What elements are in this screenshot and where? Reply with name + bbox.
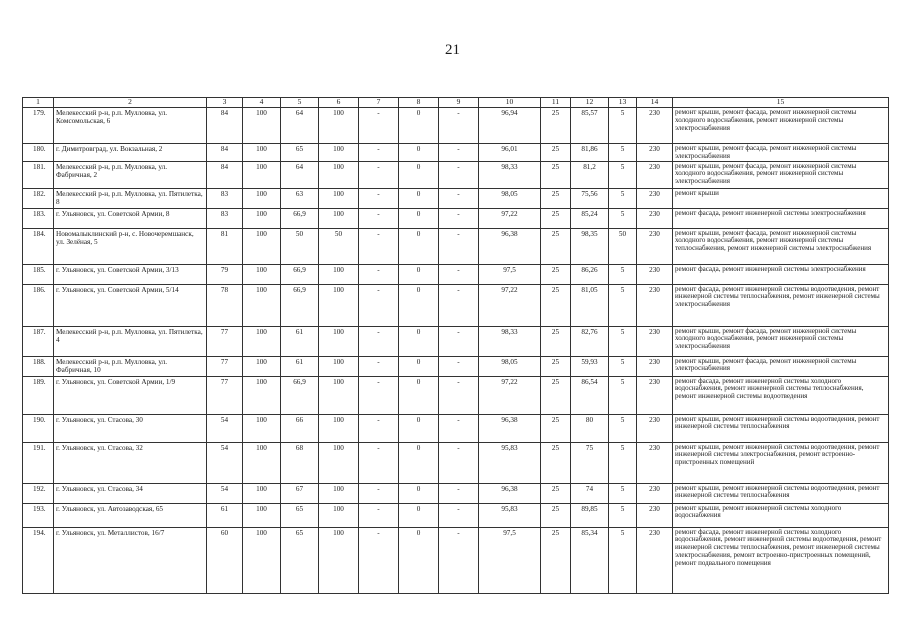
value-cell: 230: [637, 228, 673, 264]
works-cell: ремонт крыши, ремонт инженерной системы водоотведения, ремонт инженерной системы теплоснабжения: [673, 414, 889, 442]
value-cell: -: [359, 503, 399, 527]
header-cell: 7: [359, 98, 399, 108]
table-row: [23, 326, 889, 356]
value-cell: 96,38: [479, 414, 541, 442]
value-cell: 100: [243, 208, 281, 228]
value-cell: 100: [319, 527, 359, 593]
value-cell: -: [359, 483, 399, 503]
address-cell: г. Ульяновск, ул. Стасова, 32: [54, 442, 207, 483]
value-cell: 82,76: [571, 326, 609, 356]
value-cell: 80: [571, 414, 609, 442]
value-cell: 25: [541, 228, 571, 264]
header-cell: 2: [54, 98, 207, 108]
value-cell: -: [359, 208, 399, 228]
value-cell: -: [359, 326, 399, 356]
value-cell: 83: [207, 208, 243, 228]
works-cell: ремонт крыши, ремонт фасада, ремонт инженерной системы холодного водоснабжения, ремонт инженерной системы электроснабжения: [673, 326, 889, 356]
value-cell: 85,57: [571, 108, 609, 144]
value-cell: 84: [207, 108, 243, 144]
value-cell: 0: [399, 108, 439, 144]
value-cell: -: [359, 284, 399, 326]
works-cell: ремонт фасада, ремонт инженерной системы холодного водоснабжения, ремонт инженерной системы водоотведения, ремонт инженерной системы теплоснабжения, ремонт инженерной системы электроснабжения, ремонт встроенно-пристроенных помещений, ремонт подвального помещения: [673, 527, 889, 593]
value-cell: 95,83: [479, 503, 541, 527]
value-cell: 81,05: [571, 284, 609, 326]
value-cell: 59,93: [571, 356, 609, 376]
value-cell: 75: [571, 442, 609, 483]
address-cell: г. Ульяновск, ул. Стасова, 34: [54, 483, 207, 503]
value-cell: 60: [207, 527, 243, 593]
value-cell: 85,34: [571, 527, 609, 593]
row-number: 193.: [23, 503, 54, 527]
row-number: 187.: [23, 326, 54, 356]
header-cell: 6: [319, 98, 359, 108]
value-cell: 97,22: [479, 376, 541, 414]
value-cell: 100: [243, 108, 281, 144]
row-number: 179.: [23, 108, 54, 144]
value-cell: -: [439, 483, 479, 503]
value-cell: 5: [609, 264, 637, 284]
value-cell: 97,5: [479, 264, 541, 284]
value-cell: 100: [319, 356, 359, 376]
value-cell: 81,2: [571, 161, 609, 188]
value-cell: 5: [609, 442, 637, 483]
header-cell: 4: [243, 98, 281, 108]
repair-table: [22, 97, 889, 594]
table-row: [23, 442, 889, 483]
page-number: 21: [445, 42, 460, 58]
value-cell: 96,01: [479, 144, 541, 162]
table-row: [23, 503, 889, 527]
value-cell: 25: [541, 527, 571, 593]
value-cell: 66,9: [281, 376, 319, 414]
value-cell: 50: [609, 228, 637, 264]
value-cell: 25: [541, 442, 571, 483]
table-row: [23, 414, 889, 442]
column-number-row: [23, 98, 889, 108]
address-cell: г. Ульяновск, ул. Металлистов, 16/7: [54, 527, 207, 593]
value-cell: 100: [243, 326, 281, 356]
value-cell: 100: [319, 503, 359, 527]
value-cell: 74: [571, 483, 609, 503]
value-cell: 0: [399, 527, 439, 593]
value-cell: 66,9: [281, 208, 319, 228]
table-row: [23, 264, 889, 284]
value-cell: -: [439, 208, 479, 228]
value-cell: 230: [637, 188, 673, 208]
value-cell: 0: [399, 228, 439, 264]
header-cell: 10: [479, 98, 541, 108]
header-cell: 3: [207, 98, 243, 108]
value-cell: 230: [637, 161, 673, 188]
value-cell: 5: [609, 284, 637, 326]
value-cell: 25: [541, 483, 571, 503]
header-cell: 14: [637, 98, 673, 108]
value-cell: 25: [541, 376, 571, 414]
value-cell: 0: [399, 161, 439, 188]
works-cell: ремонт крыши, ремонт инженерной системы холодного водоснабжения: [673, 503, 889, 527]
row-number: 191.: [23, 442, 54, 483]
value-cell: 230: [637, 483, 673, 503]
works-cell: ремонт крыши, ремонт инженерной системы водоотведения, ремонт инженерной системы теплоснабжения: [673, 483, 889, 503]
value-cell: 100: [243, 376, 281, 414]
value-cell: 96,38: [479, 228, 541, 264]
value-cell: 230: [637, 442, 673, 483]
address-cell: г. Ульяновск, ул. Советской Армии, 5/14: [54, 284, 207, 326]
value-cell: 100: [319, 208, 359, 228]
value-cell: 54: [207, 414, 243, 442]
works-cell: ремонт крыши, ремонт фасада, ремонт инженерной системы электроснабжения: [673, 356, 889, 376]
value-cell: 230: [637, 284, 673, 326]
header-cell: 11: [541, 98, 571, 108]
value-cell: 5: [609, 503, 637, 527]
value-cell: 0: [399, 483, 439, 503]
table-row: [23, 108, 889, 144]
value-cell: -: [439, 108, 479, 144]
value-cell: 100: [319, 144, 359, 162]
value-cell: 66,9: [281, 264, 319, 284]
value-cell: 100: [319, 264, 359, 284]
value-cell: 65: [281, 527, 319, 593]
value-cell: -: [439, 264, 479, 284]
header-cell: 1: [23, 98, 54, 108]
value-cell: -: [359, 442, 399, 483]
value-cell: 0: [399, 208, 439, 228]
value-cell: 0: [399, 442, 439, 483]
value-cell: 100: [243, 264, 281, 284]
value-cell: -: [359, 264, 399, 284]
table-row: [23, 376, 889, 414]
value-cell: 25: [541, 326, 571, 356]
works-cell: ремонт фасада, ремонт инженерной системы холодного водоснабжения, ремонт инженерной системы теплоснабжения, ремонт инженерной системы водоотведения: [673, 376, 889, 414]
value-cell: 100: [319, 108, 359, 144]
works-cell: ремонт крыши, ремонт фасада, ремонт инженерной системы холодного водоснабжения, ремонт инженерной системы электроснабжения: [673, 108, 889, 144]
value-cell: -: [439, 414, 479, 442]
table-row: [23, 161, 889, 188]
value-cell: 61: [281, 356, 319, 376]
value-cell: 97,22: [479, 284, 541, 326]
value-cell: 0: [399, 144, 439, 162]
works-cell: ремонт фасада, ремонт инженерной системы электроснабжения: [673, 264, 889, 284]
address-cell: Мелекесский р-н, р.п. Мулловка, ул. Комсомольская, 6: [54, 108, 207, 144]
value-cell: 25: [541, 414, 571, 442]
value-cell: 0: [399, 414, 439, 442]
value-cell: 0: [399, 188, 439, 208]
address-cell: г. Ульяновск, ул. Советской Армии, 8: [54, 208, 207, 228]
value-cell: 100: [243, 527, 281, 593]
value-cell: 77: [207, 376, 243, 414]
value-cell: 79: [207, 264, 243, 284]
table-row: [23, 483, 889, 503]
address-cell: г. Димитровград, ул. Вокзальная, 2: [54, 144, 207, 162]
value-cell: -: [359, 414, 399, 442]
value-cell: -: [439, 284, 479, 326]
value-cell: 100: [243, 483, 281, 503]
value-cell: 230: [637, 108, 673, 144]
value-cell: 77: [207, 326, 243, 356]
value-cell: -: [359, 376, 399, 414]
value-cell: 84: [207, 144, 243, 162]
value-cell: 78: [207, 284, 243, 326]
value-cell: 0: [399, 326, 439, 356]
value-cell: 64: [281, 108, 319, 144]
row-number: 189.: [23, 376, 54, 414]
value-cell: 25: [541, 144, 571, 162]
value-cell: 230: [637, 326, 673, 356]
row-number: 184.: [23, 228, 54, 264]
value-cell: 97,22: [479, 208, 541, 228]
table-row: [23, 188, 889, 208]
table-row: [23, 144, 889, 162]
value-cell: 100: [243, 356, 281, 376]
value-cell: 25: [541, 161, 571, 188]
works-cell: ремонт фасада, ремонт инженерной системы электроснабжения: [673, 208, 889, 228]
row-number: 188.: [23, 356, 54, 376]
value-cell: 77: [207, 356, 243, 376]
value-cell: 25: [541, 208, 571, 228]
value-cell: 5: [609, 161, 637, 188]
value-cell: 100: [319, 376, 359, 414]
value-cell: 61: [281, 326, 319, 356]
value-cell: 5: [609, 144, 637, 162]
row-number: 183.: [23, 208, 54, 228]
value-cell: 100: [243, 442, 281, 483]
works-cell: ремонт фасада, ремонт инженерной системы водоотведения, ремонт инженерной системы теплоснабжения, ремонт инженерной системы электроснабжения: [673, 284, 889, 326]
row-number: 186.: [23, 284, 54, 326]
value-cell: -: [439, 188, 479, 208]
value-cell: -: [439, 144, 479, 162]
value-cell: 85,24: [571, 208, 609, 228]
value-cell: 54: [207, 442, 243, 483]
value-cell: 100: [243, 414, 281, 442]
value-cell: 64: [281, 161, 319, 188]
header-cell: 5: [281, 98, 319, 108]
header-cell: 12: [571, 98, 609, 108]
table-row: [23, 284, 889, 326]
value-cell: -: [439, 503, 479, 527]
value-cell: 67: [281, 483, 319, 503]
value-cell: 25: [541, 356, 571, 376]
value-cell: -: [359, 228, 399, 264]
works-cell: ремонт крыши, ремонт инженерной системы водоотведения, ремонт инженерной системы электроснабжения, ремонт встроенно-пристроенных помещений: [673, 442, 889, 483]
value-cell: 5: [609, 108, 637, 144]
value-cell: 81,86: [571, 144, 609, 162]
value-cell: 25: [541, 188, 571, 208]
value-cell: -: [439, 442, 479, 483]
value-cell: 25: [541, 503, 571, 527]
value-cell: 65: [281, 503, 319, 527]
value-cell: 5: [609, 208, 637, 228]
value-cell: -: [359, 144, 399, 162]
value-cell: 84: [207, 161, 243, 188]
value-cell: -: [359, 161, 399, 188]
value-cell: 89,85: [571, 503, 609, 527]
value-cell: 25: [541, 284, 571, 326]
works-cell: ремонт крыши, ремонт фасада, ремонт инженерной системы электроснабжения: [673, 144, 889, 162]
value-cell: 66: [281, 414, 319, 442]
value-cell: 63: [281, 188, 319, 208]
value-cell: 86,26: [571, 264, 609, 284]
header-cell: 9: [439, 98, 479, 108]
value-cell: 100: [243, 503, 281, 527]
value-cell: 100: [319, 483, 359, 503]
value-cell: 230: [637, 414, 673, 442]
table-row: [23, 356, 889, 376]
works-cell: ремонт крыши, ремонт фасада, ремонт инженерной системы холодного водоснабжения, ремонт инженерной системы электроснабжения: [673, 161, 889, 188]
value-cell: 25: [541, 264, 571, 284]
value-cell: 97,5: [479, 527, 541, 593]
row-number: 180.: [23, 144, 54, 162]
value-cell: -: [359, 108, 399, 144]
works-cell: ремонт крыши, ремонт фасада, ремонт инженерной системы холодного водоснабжения, ремонт инженерной системы теплоснабжения, ремонт инженерной системы электроснабжения: [673, 228, 889, 264]
address-cell: Новомалыклинский р-н, с. Новочеремшанск, ул. Зелёная, 5: [54, 228, 207, 264]
value-cell: 5: [609, 414, 637, 442]
header-cell: 8: [399, 98, 439, 108]
value-cell: 50: [281, 228, 319, 264]
value-cell: 5: [609, 527, 637, 593]
value-cell: 98,05: [479, 188, 541, 208]
value-cell: 230: [637, 376, 673, 414]
value-cell: -: [439, 376, 479, 414]
value-cell: 65: [281, 144, 319, 162]
value-cell: 100: [319, 188, 359, 208]
value-cell: 98,05: [479, 356, 541, 376]
value-cell: 83: [207, 188, 243, 208]
value-cell: 100: [319, 161, 359, 188]
value-cell: 98,33: [479, 326, 541, 356]
value-cell: 86,54: [571, 376, 609, 414]
value-cell: 100: [319, 284, 359, 326]
repair-table-container: [22, 97, 888, 594]
value-cell: 100: [319, 414, 359, 442]
value-cell: 54: [207, 483, 243, 503]
row-number: 190.: [23, 414, 54, 442]
value-cell: 230: [637, 356, 673, 376]
value-cell: 0: [399, 356, 439, 376]
value-cell: 0: [399, 284, 439, 326]
value-cell: 5: [609, 483, 637, 503]
value-cell: 81: [207, 228, 243, 264]
address-cell: Мелекесский р-н, р.п. Мулловка, ул. Пятилетка, 8: [54, 188, 207, 208]
value-cell: 96,38: [479, 483, 541, 503]
row-number: 194.: [23, 527, 54, 593]
address-cell: Мелекесский р-н, р.п. Мулловка, ул. Фабричная, 2: [54, 161, 207, 188]
value-cell: 5: [609, 376, 637, 414]
value-cell: 5: [609, 326, 637, 356]
value-cell: 75,56: [571, 188, 609, 208]
value-cell: 98,33: [479, 161, 541, 188]
value-cell: 96,94: [479, 108, 541, 144]
value-cell: 66,9: [281, 284, 319, 326]
value-cell: 5: [609, 188, 637, 208]
value-cell: 230: [637, 503, 673, 527]
value-cell: 100: [319, 442, 359, 483]
value-cell: 5: [609, 356, 637, 376]
value-cell: -: [439, 161, 479, 188]
address-cell: Мелекесский р-н, р.п. Мулловка, ул. Пятилетка, 4: [54, 326, 207, 356]
table-row: [23, 527, 889, 593]
header-cell: 15: [673, 98, 889, 108]
value-cell: -: [359, 356, 399, 376]
value-cell: 0: [399, 264, 439, 284]
value-cell: 100: [243, 144, 281, 162]
value-cell: -: [439, 356, 479, 376]
value-cell: 0: [399, 503, 439, 527]
value-cell: -: [439, 326, 479, 356]
works-cell: ремонт крыши: [673, 188, 889, 208]
value-cell: 0: [399, 376, 439, 414]
value-cell: 95,83: [479, 442, 541, 483]
value-cell: 230: [637, 208, 673, 228]
address-cell: Мелекесский р-н, р.п. Мулловка, ул. Фабричная, 10: [54, 356, 207, 376]
value-cell: -: [439, 228, 479, 264]
value-cell: 230: [637, 527, 673, 593]
address-cell: г. Ульяновск, ул. Стасова, 30: [54, 414, 207, 442]
row-number: 185.: [23, 264, 54, 284]
value-cell: -: [439, 527, 479, 593]
value-cell: 230: [637, 144, 673, 162]
value-cell: 68: [281, 442, 319, 483]
row-number: 182.: [23, 188, 54, 208]
value-cell: 100: [243, 228, 281, 264]
address-cell: г. Ульяновск, ул. Советской Армии, 1/9: [54, 376, 207, 414]
value-cell: 100: [319, 326, 359, 356]
value-cell: 50: [319, 228, 359, 264]
row-number: 181.: [23, 161, 54, 188]
value-cell: 98,35: [571, 228, 609, 264]
header-cell: 13: [609, 98, 637, 108]
value-cell: 25: [541, 108, 571, 144]
table-row: [23, 228, 889, 264]
row-number: 192.: [23, 483, 54, 503]
value-cell: 100: [243, 284, 281, 326]
value-cell: -: [359, 188, 399, 208]
address-cell: г. Ульяновск, ул. Автозаводская, 65: [54, 503, 207, 527]
value-cell: 230: [637, 264, 673, 284]
value-cell: -: [359, 527, 399, 593]
value-cell: 100: [243, 161, 281, 188]
value-cell: 100: [243, 188, 281, 208]
address-cell: г. Ульяновск, ул. Советской Армии, 3/13: [54, 264, 207, 284]
value-cell: 61: [207, 503, 243, 527]
table-row: [23, 208, 889, 228]
